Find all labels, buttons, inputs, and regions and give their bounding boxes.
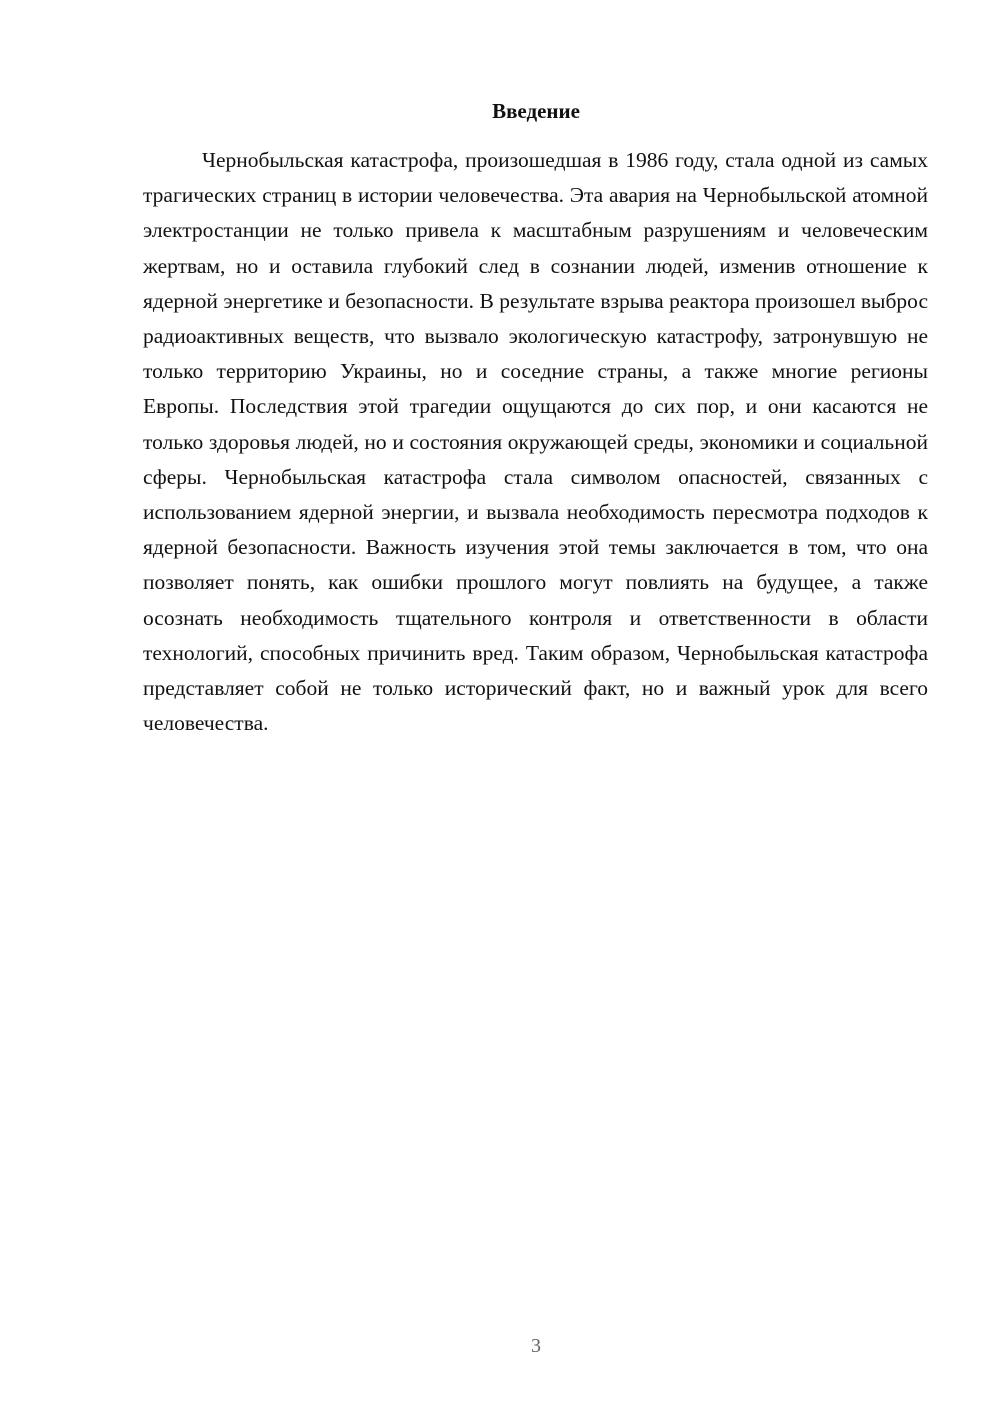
- introduction-paragraph: Чернобыльская катастрофа, произошедшая в 1986 году, стала одной из самых трагических страниц в истории человечества. Эта авария на Чернобыльской атомной электростанции не только привела к масштабным разрушениям и человеческим жертвам, но и оставила глубокий след в сознании людей, изменив отношение к ядерной энергетике и безопасности. В результате взрыва реактора произошел выброс радиоактивных веществ, что вызвало экологическую катастрофу, затронувшую не только территорию Украины, но и соседние страны, а также многие регионы Европы. Последствия этой трагедии ощущаются до сих пор, и они касаются не только здоровья людей, но и состояния окружающей среды, экономики и социальной сферы. Чернобыльская катастрофа стала символом опасностей, связанных с использованием ядерной энергии, и вызвала необходимость пересмотра подходов к ядерной безопасности. Важность изучения этой темы заключается в том, что она позволяет понять, как ошибки прошлого могут повлиять на будущее, а также осознать необходимость тщательного контроля и ответственности в области технологий, способных причинить вред. Таким образом, Чернобыльская катастрофа представляет собой не только исторический факт, но и важный урок для всего человечества.: [143, 148, 928, 736]
- section-heading: Введение: [492, 99, 580, 123]
- page-number: 3: [531, 1335, 541, 1357]
